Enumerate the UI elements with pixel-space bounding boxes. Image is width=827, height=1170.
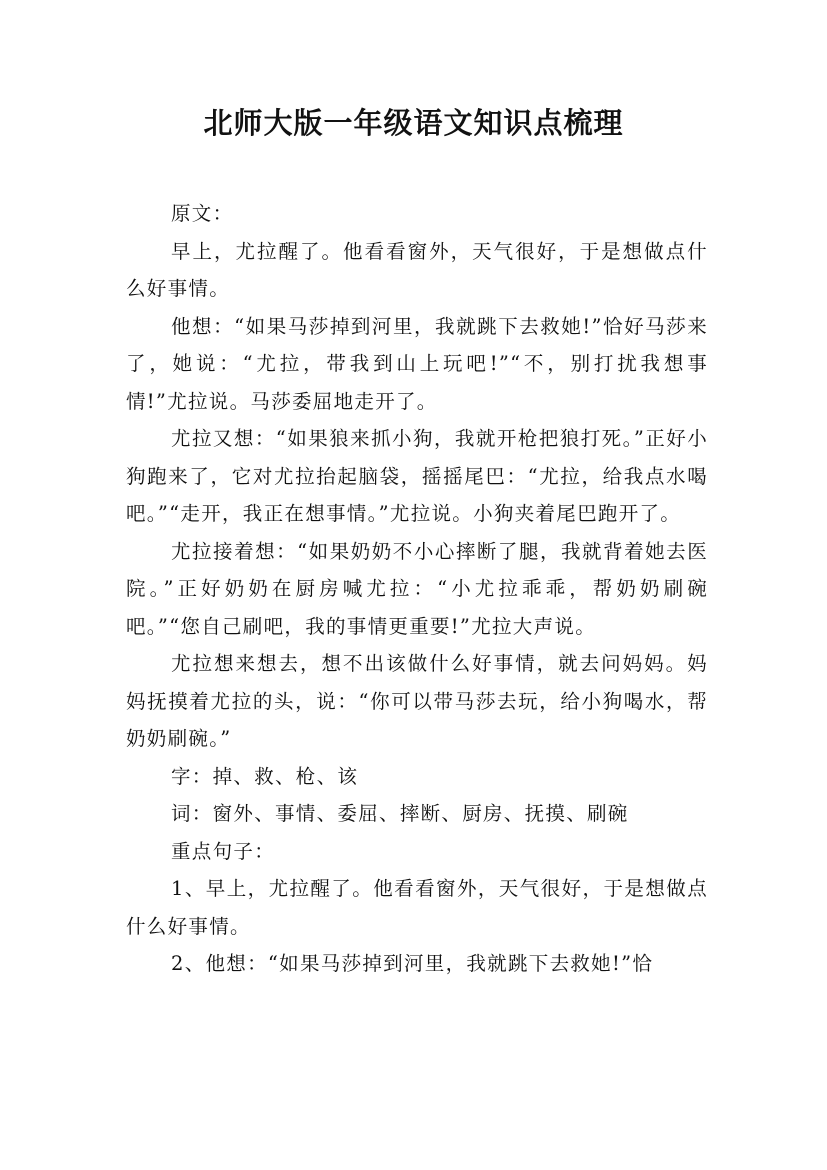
- paragraph-morning: 早上，尤拉醒了。他看看窗外，天气很好，于是想做点什么好事情。: [126, 239, 708, 300]
- paragraph-ask-mother: 尤拉想来想去，想不出该做什么好事情，就去问妈妈。妈妈抚摸着尤拉的头，说：“你可以带马莎去玩，给小狗喝水，帮奶奶刷碗。”: [126, 652, 708, 750]
- paragraph-grandma: 尤拉接着想：“如果奶奶不小心摔断了腿，我就背着她去医院。”正好奶奶在厨房喊尤拉：“小尤拉乖乖，帮奶奶刷碗吧。”“您自己刷吧，我的事情更重要!”尤拉大声说。: [126, 539, 708, 638]
- paragraph-key-sentence-2: 2、他想：“如果马莎掉到河里，我就跳下去救她!”恰: [171, 952, 654, 975]
- document-body: [126, 195, 708, 983]
- paragraph-key-sentences-label: 重点句子：: [171, 839, 276, 863]
- document-title: 北师大版一年级语文知识点梳理: [203, 106, 624, 140]
- paragraph-original-text-label: 原文：: [171, 202, 234, 225]
- paragraph-puppy: 尤拉又想：“如果狼来抓小狗，我就开枪把狼打死。”正好小狗跑来了，它对尤拉抬起脑袋，摇摇尾巴：“尤拉，给我点水喝吧。”“走开，我正在想事情。”尤拉说。小狗夹着尾巴跑开了。: [126, 427, 708, 525]
- paragraph-words: 词：窗外、事情、委屈、摔断、厨房、抚摸、刷碗: [171, 802, 629, 825]
- paragraph-masha: 他想：“如果马莎掉到河里，我就跳下去救她!”恰好马莎来了，她说：“尤拉，带我到山上玩吧!”“不，别打扰我想事情!”尤拉说。马莎委屈地走开了。: [126, 314, 708, 413]
- paragraph-characters: 字：掉、救、枪、该: [171, 764, 359, 788]
- paragraph-key-sentence-1: 1、早上，尤拉醒了。他看看窗外，天气很好，于是想做点什么好事情。: [126, 877, 708, 938]
